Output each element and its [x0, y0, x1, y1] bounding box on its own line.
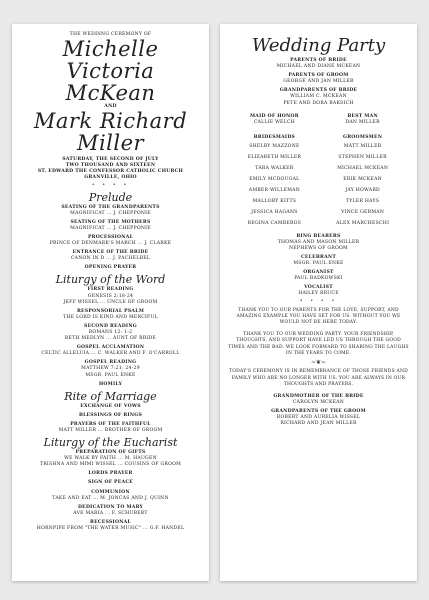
program-item-detail: CANON IN D ... J. PACHELBEL [70, 256, 151, 262]
program-item-detail: MAGNIFICAT ... J. CHEPPONIE [70, 225, 151, 231]
program-item-title: BLESSINGS OF RINGS [78, 412, 143, 418]
program-item-title: HOMILY [98, 381, 123, 387]
list-item: TARA WALKER [255, 165, 294, 171]
organist-label: ORGANIST [303, 270, 334, 276]
ring-bearers-label: RING BEARERS [296, 233, 341, 239]
list-item: AMBER WILLEMAN [248, 187, 300, 193]
and-word: AND [104, 104, 117, 110]
wedding-party-card [220, 24, 417, 581]
vocalist: HAILEY BRUCE [298, 291, 339, 297]
flourish-ornament: ~❦~ [310, 359, 327, 367]
date-line-1: SATURDAY, THE SECOND OF JULY [62, 157, 159, 163]
honor-attendants [228, 114, 409, 127]
parents-bride: MICHAEL AND DIANE MCKEAN [276, 64, 361, 70]
thanks-parents-text: THANK YOU TO OUR PARENTS FOR THE LOVE, SUPPORT, AND AMAZING EXAMPLE YOU HAVE SET FOR US. WITHOUT YOU WE WOULD NOT BE HERE TODAY. [236, 307, 401, 326]
groomsmen-label: GROOMSMEN [343, 134, 383, 140]
grandmother-bride: CAROLYN MCKEAN [292, 399, 345, 405]
ceremony-program-card [12, 24, 209, 581]
program-item-detail: MSGR. PAUL ENKE [85, 372, 136, 378]
program-item-title: PROCESSIONAL [87, 234, 134, 240]
thanks-party-text: THANK YOU TO OUR WEDDING PARTY. YOUR FRIENDSHIP, THOUGHTS, AND SUPPORT HAVE LED US THROUGH THE GOOD TIMES AND THE BAD. WE LOOK FORWARD TO SHARING THE LAUGHS IN THE YEARS TO COME. [228, 331, 409, 356]
grandparents-groom-label: GRANDPARENTS OF THE GROOM [271, 408, 366, 414]
program-item-detail: BETH MEDLYN ... AUNT OF BRIDE [64, 336, 157, 342]
program-item-title: SEATING OF THE MOTHERS [70, 219, 151, 225]
list-item: REGINA CAMBEROS [247, 220, 302, 226]
vocalist-label: VOCALIST [304, 285, 333, 291]
parents-bride-label: PARENTS OF BRIDE [290, 58, 347, 63]
program-item-title: SIGN OF PEACE [88, 480, 133, 486]
program-item-title: GOSPEL ACCLAMATION [76, 345, 145, 351]
bridesmaids-label: BRIDESMAIDS [253, 134, 296, 140]
program-item-detail: HORNPIPE FROM "THE WATER MUSIC" ... G.F. HANDEL [36, 526, 185, 532]
program-item-detail: TRISHNA AND MIMI WISSEL ... COUSINS OF GROOM [39, 462, 182, 468]
church-city: GRANVILLE, OHIO [84, 175, 137, 181]
eucharist-list [20, 450, 201, 532]
ring-bearers: THOMAS AND MASON MILLER [277, 239, 360, 245]
celebrant: MSGR. PAUL ENKE [293, 261, 344, 267]
program-item-title: SECOND READING [84, 323, 137, 329]
groomsmen-column [320, 134, 405, 229]
list-item: JESSICA HAGANS [251, 209, 298, 215]
program-item-detail: MAGNIFICAT ... J. CHEPPONIE [70, 210, 151, 216]
ring-bearers-note: NEPHEWS OF GROOM [289, 245, 348, 251]
program-item-title: RECESSIONAL [90, 519, 131, 525]
grandparents-groom: RICHARD AND JEAN MILLER [280, 420, 357, 426]
grandmother-bride-label: GRANDMOTHER OF THE BRIDE [273, 393, 364, 399]
parents-groom-label: PARENTS OF GROOM [288, 73, 349, 79]
program-item-detail: THE LORD IS KIND AND MERCIFUL [63, 314, 158, 320]
list-item: ALEX MARCHESCHI [336, 220, 390, 226]
list-item: ERIK MCKEAN [343, 176, 382, 182]
grandparents-bride-label: GRANDPARENTS OF BRIDE [279, 88, 358, 94]
best-man-label: BEST MAN [347, 113, 378, 119]
program-item-detail: WE WALK BY FAITH ... M. HAUGEN [64, 456, 157, 462]
program-item-detail: PRINCE OF DENMARK'S MARCH ... J. CLARKE [49, 241, 172, 247]
program-item-title: PREPARATION OF GIFTS [75, 450, 146, 456]
prelude-list [20, 205, 201, 272]
organist: PAUL RADKOWSKI [294, 276, 343, 282]
remembrance-text: TODAY'S CEREMONY IS IN REMEMBRANCE OF THOSE FRIENDS AND FAMILY WHO ARE NO LONGER WITH US. YOU ARE ALWAYS IN OUR THOUGHTS AND PRAYERS. [229, 369, 408, 388]
marriage-heading: Rite of Marriage [64, 389, 157, 403]
marriage-list [20, 404, 201, 434]
program-item-title: EXCHANGE OF VOWS [80, 403, 141, 409]
list-item: JAY HOWARD [345, 187, 380, 193]
groom-name: Mark Richard Miller [33, 109, 188, 156]
maid-of-honor-label: MAID OF HONOR [249, 113, 299, 119]
program-item-title: SEATING OF THE GRANDPARENTS [61, 204, 160, 210]
list-item: VINCE GERMAN [341, 209, 385, 215]
eucharist-heading: Liturgy of the Eucharist [43, 436, 178, 450]
church-name: ST. EDWARD THE CONFESSOR CATHOLIC CHURCH [37, 169, 184, 175]
best-man: DAN MILLER [345, 120, 380, 126]
program-item-title: ENTRANCE OF THE BRIDE [72, 250, 149, 256]
list-item: MICHAEL MCKEAN [337, 165, 389, 171]
wedding-party-title: Wedding Party [251, 35, 386, 56]
program-item-title: FIRST READING [87, 287, 134, 293]
list-item: EMILY MCDOUGAL [249, 176, 300, 182]
program-item-detail: CELTIC ALLELUIA ... C. WALKER AND F. O'CARROLL [41, 351, 180, 357]
bridesmaids-column [232, 134, 317, 229]
grandparents-bride: WILLIAM C. MCKEAN [290, 94, 347, 100]
program-item-title: RESPONSORIAL PSALM [76, 308, 145, 314]
bride-name: Michelle Victoria McKean [62, 37, 159, 106]
list-item: MATT MILLER [343, 143, 382, 149]
program-item-detail: MATT MILLER ... BROTHER OF GROOM [58, 428, 163, 433]
date-line-2: TWO THOUSAND AND SIXTEEN [65, 163, 156, 169]
program-item-title: GOSPEL READING [84, 360, 137, 366]
word-list [20, 287, 201, 387]
attendants-lists [228, 134, 409, 229]
list-item: TYLER HAYS [345, 198, 380, 204]
list-item: MALLORY KITTS [252, 198, 297, 204]
list-item: ELIZABETH MILLER [247, 154, 302, 160]
divider-dots: • • • • [299, 297, 338, 304]
list-item: SHELBY MAZZONE [249, 143, 300, 149]
celebrant-label: CELEBRANT [300, 254, 337, 260]
program-item-detail: ROMANS 12: 1-2 [88, 329, 133, 335]
program-item-detail: AVE MARIA ... F. SCHUBERT [73, 510, 148, 516]
maid-of-honor: CALLIE WELCH [253, 120, 295, 126]
program-item-title: DEDICATION TO MARY [77, 504, 144, 510]
prelude-heading: Prelude [88, 190, 133, 204]
program-item-detail: JEFF WISSEL ... UNCLE OF GROOM [63, 299, 158, 305]
program-item-title: COMMUNION [91, 489, 130, 495]
word-heading: Liturgy of the Word [55, 273, 166, 287]
divider-dots: • • • • [91, 181, 130, 188]
program-item-title: OPENING PRAYER [84, 265, 137, 271]
program-item-detail: MATTHEW 7:21, 24-29 [81, 366, 140, 372]
program-item-detail: GENESIS 2:18-24 [87, 293, 134, 299]
grandparents-bride: PETE AND DORA BAKSICH [283, 100, 354, 106]
ceremony-intro: THE WEDDING CEREMONY OF [69, 32, 152, 37]
parents-groom: GEORGE AND JAN MILLER [283, 79, 354, 85]
grandparents-groom: ROBERT AND AURELIA WISSEL [276, 414, 361, 420]
program-item-detail: TAKE AND EAT ... M. JONCAS AND J. QUINN [52, 495, 169, 501]
list-item: STEPHEN MILLER [338, 154, 387, 160]
program-item-title: PRAYERS OF THE FAITHFUL [70, 421, 151, 427]
program-item-title: LORDS PRAYER [88, 471, 133, 477]
